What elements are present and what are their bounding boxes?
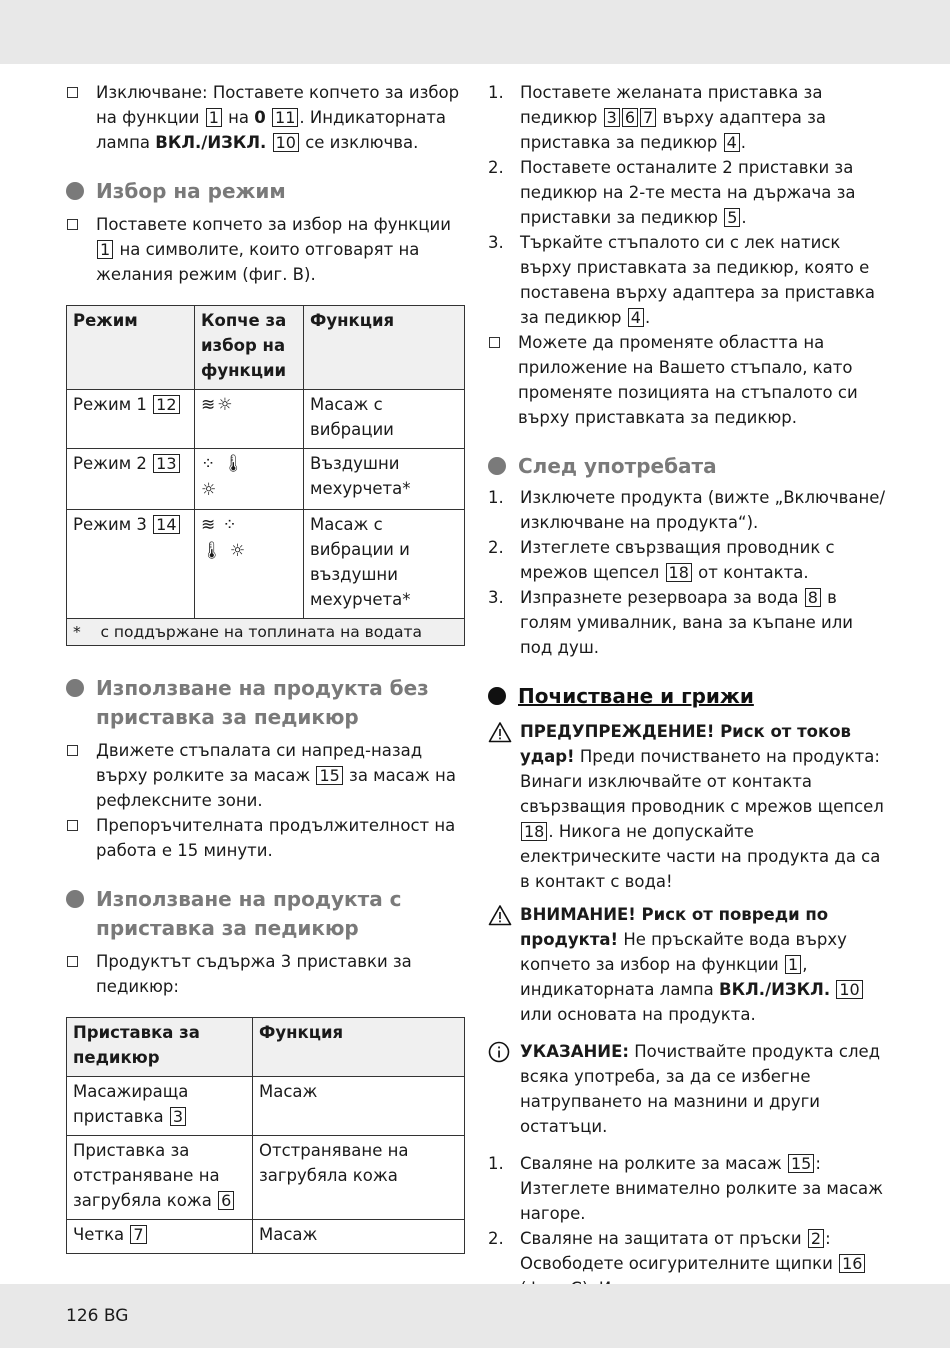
heading-dot-icon [488, 687, 506, 705]
heading-mode-select: Избор на режим [66, 177, 466, 206]
vibration-icon: ≋ [201, 395, 218, 415]
table-row: Режим 2 13 ⁘ 🌡 ☼ Въздушни мехурчета* [67, 449, 465, 510]
bullet-contains-attachments: Продуктът съдържа 3 приставки за педикюр: [66, 949, 466, 999]
modes-table [66, 305, 465, 646]
info-icon [488, 1041, 512, 1063]
table-footnote-row: * с поддържане на топлината на водата [67, 619, 465, 646]
heading-dot-icon [488, 457, 506, 475]
attachments-table [66, 1017, 465, 1254]
vibration-icon: ≋ [201, 515, 218, 535]
left-column [66, 80, 466, 1254]
clean-step-1: 1. Сваляне на ролките за масаж 15 : Изтеглете внимателно ролките за масаж нагоре. [488, 1154, 884, 1223]
right-column [488, 80, 888, 1326]
bullet-move-feet: Движете стъпалата си напред-назад върху ролките за масаж 15 за масаж на рефлексните зони. [66, 738, 466, 813]
step-3: 3. Търкайте стъпалото си с лек натиск върху приставката за педикюр, която е поставена върху адаптера за приставка за педикюр 4 . [488, 233, 876, 327]
th-mode: Режим [67, 306, 195, 390]
warning-triangle-icon [488, 721, 512, 743]
bullet-duration: Препоръчителната продължителност на работа е 15 минути. [66, 813, 466, 863]
light-icon: ☼ [229, 541, 248, 561]
clean-step-2: 2. Сваляне на защитата от пръски 2 : Освободете осигурителните щипки 16 [488, 1226, 888, 1326]
heading-use-without-attachment: Използване на продукта без приставка за педикюр [66, 674, 466, 732]
heading-dot-icon [66, 679, 84, 697]
light-icon: ☼ [201, 480, 219, 500]
th-function: Функция [304, 306, 465, 390]
step-1: 1. Поставете желаната приставка за педикюр 3 6 7 върху адаптера за приставка за педикюр 4 . [488, 83, 826, 152]
page-number: 126 BG [66, 1306, 129, 1326]
thermometer-icon: 🌡 [222, 454, 247, 474]
note-cleaning: УКАЗАНИЕ: Почиствайте продукта след всяка употреба, за да се избегне натрупването на мазнини и други остатъци. [488, 1039, 888, 1139]
bubbles-icon: ⁘ [201, 454, 218, 474]
heading-after-use: След употребата [488, 452, 888, 481]
after-step-1: 1. Изключете продукта (вижте „Включване/ изключване на продукта“). [488, 488, 885, 532]
heading-dot-icon [66, 890, 84, 908]
bubbles-icon: ⁘ [222, 515, 239, 535]
header-band [0, 0, 950, 64]
table-row: Режим 1 12 ≋☼ Масаж с вибрации [67, 390, 465, 449]
warning-electric-shock: ПРЕДУПРЕЖДЕНИЕ! Риск от токов удар! Преди почистването на продукта: Винаги изключвайте от контакта свързващия проводник с мрежов щепсел 18 . Никога не допускайте електрическите части на продукта да са в контакт с вода! [488, 719, 888, 894]
bullet-change-area: Можете да променяте областта на приложение на Вашето стъпало, като променяте позицията на стъпалото си върху приставката за педикюр. [488, 330, 888, 430]
table-row: Масажираща приставка 3 Масаж [67, 1077, 465, 1136]
table-row: Режим 3 14 ≋ ⁘ 🌡 ☼ Масаж с вибрации и въздушни мехурчета* [67, 510, 465, 619]
caution-product-damage: ВНИМАНИЕ! Риск от повреди по продукта! Не пръскайте вода върху копчето за избор на функции 1 , индикаторната лампа ВКЛ./ИЗКЛ. 10 или основата на продукта. [488, 902, 888, 1027]
step-2: 2. Поставете останалите 2 приставки за педикюр на 2-те места на държача за приставки за педикюр 5 . [488, 158, 856, 227]
heading-use-with-attachment: Използване на продукта с приставка за педикюр [66, 885, 466, 943]
bullet-mode-select: Поставете копчето за избор на функции 1 на символите, които отговарят на желания режим (фиг. B). [66, 212, 466, 287]
heading-cleaning: Почистване и грижи [488, 682, 888, 711]
after-step-2: 2. Изтеглете свързващия проводник с мрежов щепсел 18 от контакта. [488, 538, 835, 582]
light-icon: ☼ [217, 395, 235, 415]
bullet-switch-off: Изключване: Поставете копчето за избор на функции 1 на 0 11 . Индикаторната лампа ВКЛ./ИЗКЛ. 10 се изключва. [66, 80, 466, 155]
table-row: Четка 7 Масаж [67, 1220, 465, 1254]
th-function: Функция [253, 1018, 465, 1077]
after-step-3: 3. Изпразнете резервоара за вода 8 в голям умивалник, вана за къпане или под душ. [488, 588, 854, 657]
th-knob: Копче за избор на функции [195, 306, 304, 390]
warning-triangle-icon [488, 904, 512, 926]
thermometer-icon: 🌡 [201, 541, 225, 561]
footer-band [0, 1284, 950, 1348]
heading-dot-icon [66, 182, 84, 200]
th-attachment: Приставка за педикюр [67, 1018, 253, 1077]
table-row: Приставка за отстраняване на загрубяла кожа 6 Отстраняване на загрубяла кожа [67, 1136, 465, 1220]
